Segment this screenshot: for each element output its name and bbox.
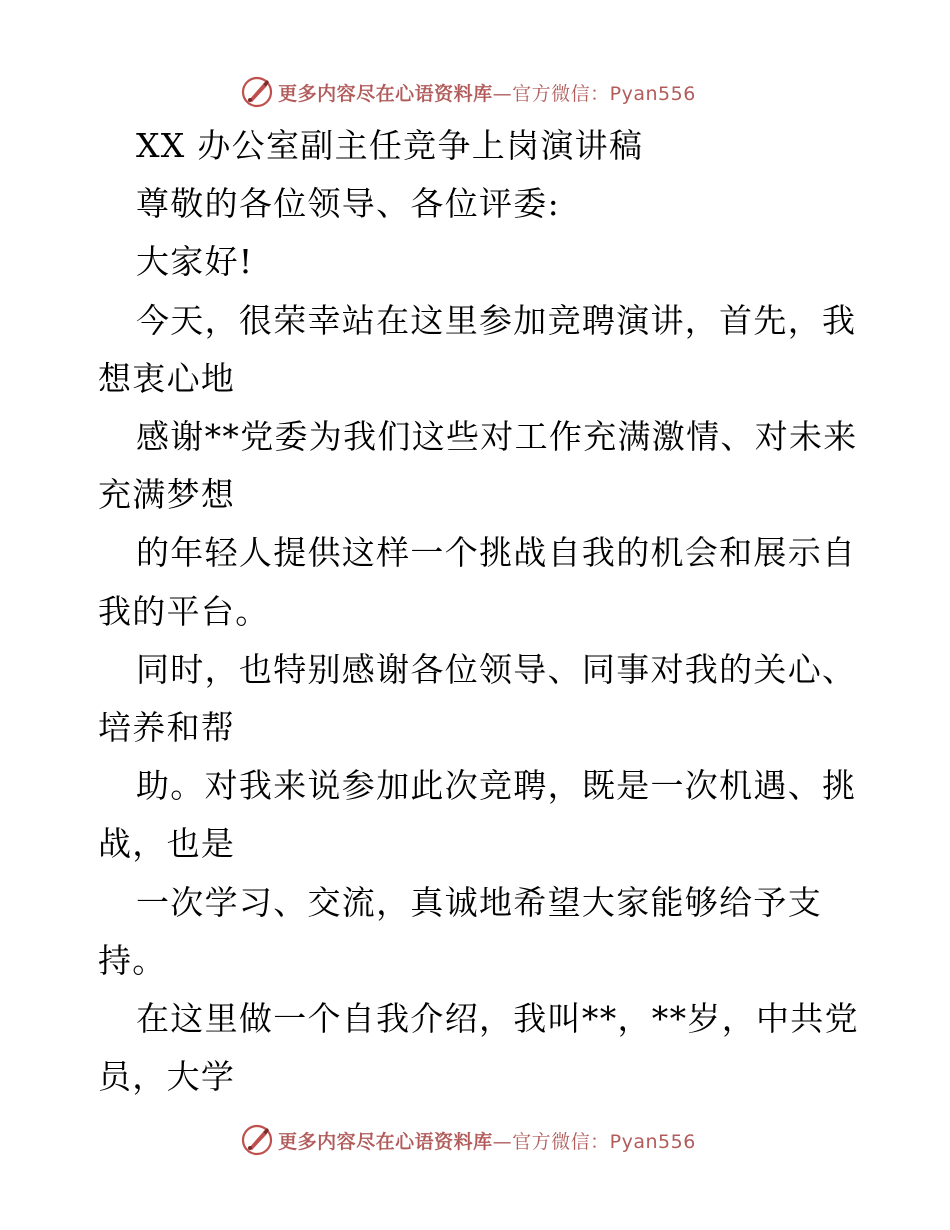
paragraph-line: 感谢**党委为我们这些对工作充满激情、对未来 xyxy=(136,417,858,456)
paragraph-line: 持。 xyxy=(98,941,167,980)
paragraph-line: 一次学习、交流，真诚地希望大家能够给予支 xyxy=(136,883,822,922)
document-title: XX 办公室副主任竞争上岗演讲稿 xyxy=(136,126,644,165)
banner-text: 更多内容尽在心语资料库—官方微信：Pyan556 xyxy=(278,1130,696,1153)
paragraph-line: 我的平台。 xyxy=(98,592,270,631)
greeting: 大家好! xyxy=(136,242,254,281)
paragraph-line: 助。对我来说参加此次竞聘，既是一次机遇、挑 xyxy=(136,766,857,805)
paragraph-line: 的年轻人提供这样一个挑战自我的机会和展示自 xyxy=(136,533,857,572)
quill-pen-logo-icon xyxy=(240,1123,274,1157)
header-banner xyxy=(0,72,950,112)
paragraph-line: 战，也是 xyxy=(98,824,236,863)
paragraph-line: 想衷心地 xyxy=(98,359,236,398)
salutation: 尊敬的各位领导、各位评委: xyxy=(136,184,561,223)
quill-pen-logo-icon xyxy=(240,75,274,109)
paragraph-line: 在这里做一个自我介绍，我叫**，**岁，中共党 xyxy=(136,999,859,1038)
paragraph-line: 今天，很荣幸站在这里参加竞聘演讲，首先，我 xyxy=(136,301,857,340)
paragraph-line: 培养和帮 xyxy=(98,708,236,747)
paragraph-line: 员，大学 xyxy=(98,1057,236,1096)
banner-text: 更多内容尽在心语资料库—官方微信：Pyan556 xyxy=(278,82,696,105)
paragraph-line: 充满梦想 xyxy=(98,475,236,514)
footer-banner xyxy=(0,1120,950,1160)
paragraph-line: 同时，也特别感谢各位领导、同事对我的关心、 xyxy=(136,650,857,689)
